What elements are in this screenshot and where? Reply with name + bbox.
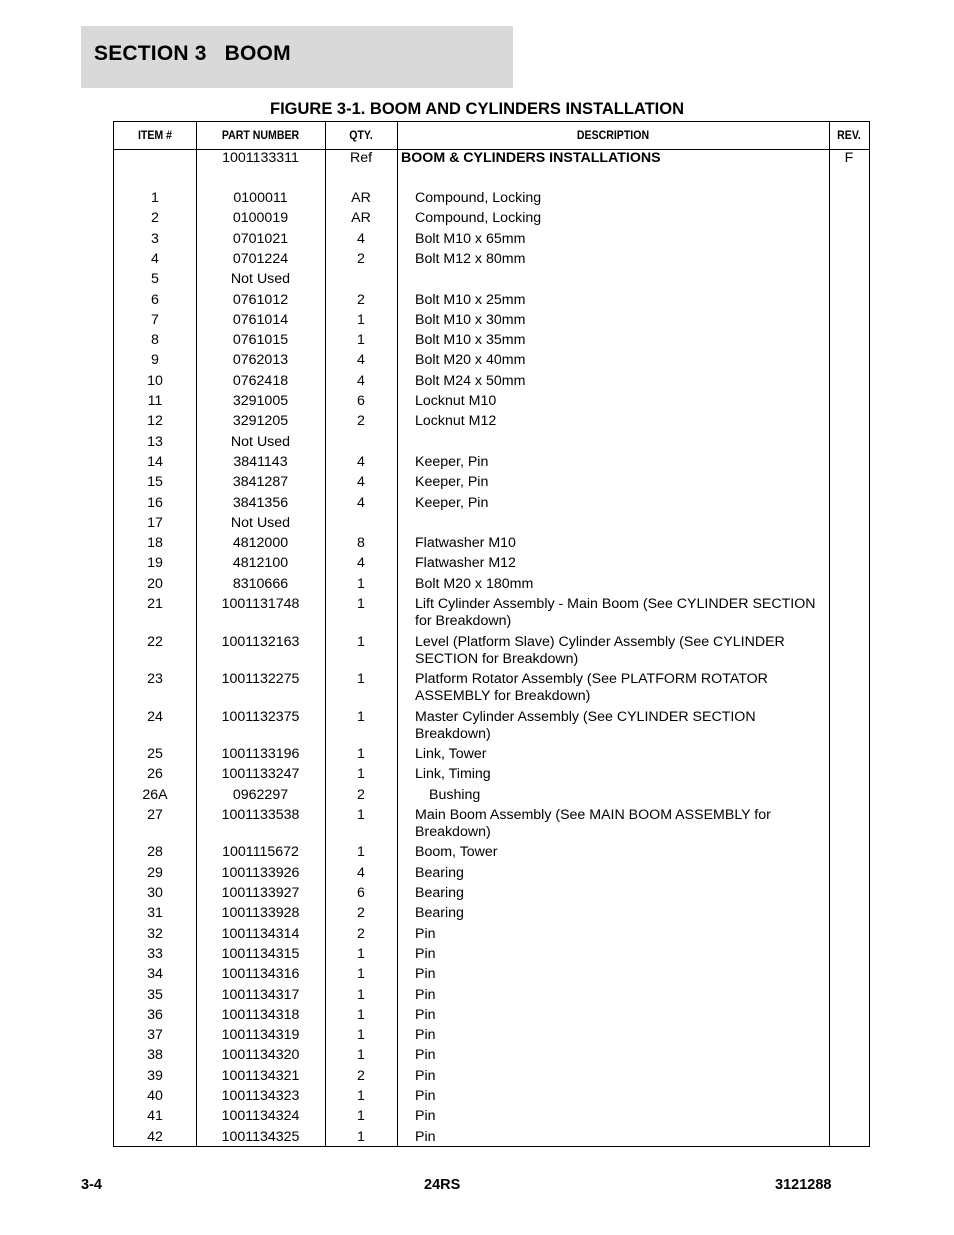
column-divider	[829, 122, 830, 1146]
item-cell: 35	[147, 986, 163, 1003]
qty-cell: 1	[357, 746, 365, 762]
description-line: Breakdown)	[415, 823, 491, 840]
part-number-cell: 8310666	[232, 575, 289, 592]
item-cell: 32	[147, 925, 163, 942]
part-number-cell: 0761012	[232, 291, 289, 308]
item-cell: 36	[147, 1006, 163, 1023]
item-cell: 23	[147, 671, 163, 687]
description-line: Master Cylinder Assembly (See CYLINDER SECTION	[415, 708, 756, 725]
column-header-rev: REV.	[837, 128, 861, 142]
description-cell: Bolt M10 x 30mm	[415, 311, 526, 328]
part-number-cell: 1001115672	[222, 844, 299, 861]
section-number: SECTION 3	[94, 42, 207, 65]
qty-cell: AR	[351, 210, 371, 227]
item-cell: 17	[147, 514, 163, 531]
description-cell: Flatwasher M10	[415, 535, 516, 552]
qty-cell: 4	[357, 230, 365, 247]
figure-title: FIGURE 3-1. BOOM AND CYLINDERS INSTALLATION	[269, 100, 685, 118]
description-line: Main Boom Assembly (See MAIN BOOM ASSEMBLY for	[415, 806, 771, 823]
description-cell: Compound, Locking	[415, 190, 542, 206]
parts-table	[113, 121, 870, 1147]
part-number-cell: 1001134318	[221, 1006, 300, 1023]
qty-cell: 2	[357, 1067, 365, 1084]
description-line: SECTION for Breakdown)	[415, 650, 579, 667]
item-cell: 1	[151, 190, 159, 206]
part-number-cell: 0100011	[233, 190, 288, 206]
part-number-cell: 1001132275	[221, 671, 300, 687]
qty-cell: 1	[357, 332, 365, 349]
description-cell: Flatwasher M12	[415, 555, 516, 572]
description-cell: Locknut M10	[415, 393, 497, 409]
column-header-part-number: PART NUMBER	[221, 128, 300, 142]
description-cell: Bolt M10 x 35mm	[415, 332, 526, 349]
qty-cell: 2	[357, 250, 365, 267]
qty-cell: 1	[357, 1006, 365, 1023]
part-number-cell: 1001131748	[221, 596, 300, 612]
description-cell: Bolt M20 x 180mm	[415, 575, 534, 592]
item-cell: 3	[151, 230, 159, 247]
part-number-cell: 0962297	[232, 786, 289, 803]
description-cell: Link, Timing	[415, 766, 491, 783]
item-cell: 20	[147, 575, 163, 592]
description-cell: Pin	[415, 986, 436, 1003]
description-cell: Pin	[415, 966, 436, 983]
part-number-cell: 1001133196	[221, 746, 300, 762]
qty-cell: 4	[357, 453, 365, 470]
part-number-cell: 1001134315	[221, 945, 300, 962]
description-line: Level (Platform Slave) Cylinder Assembly (See CYLINDER	[415, 633, 785, 650]
item-cell: 2	[151, 210, 159, 227]
part-number-cell: 4812000	[232, 535, 289, 552]
part-number-cell: 1001134316	[221, 966, 300, 983]
qty-cell: 1	[357, 633, 365, 650]
item-cell: 28	[147, 844, 163, 861]
description-cell: Pin	[415, 925, 436, 942]
description-cell	[415, 634, 823, 668]
description-cell: Locknut M12	[415, 413, 497, 430]
item-cell: 24	[147, 708, 163, 725]
qty-cell: 1	[357, 1128, 365, 1145]
item-cell: 8	[151, 332, 159, 349]
qty-cell: 1	[357, 575, 365, 592]
description-cell: Keeper, Pin	[415, 453, 489, 470]
column-header-qty: QTY.	[349, 128, 373, 142]
item-cell: 21	[147, 596, 163, 612]
part-number-cell: 1001134319	[221, 1027, 300, 1044]
footer-doc-number: 3121288	[775, 1177, 832, 1193]
description-cell	[415, 807, 823, 841]
qty-cell: 2	[357, 905, 365, 922]
part-number-cell: 0761015	[232, 332, 289, 349]
item-cell: 40	[147, 1088, 163, 1104]
section-name: BOOM	[224, 42, 291, 65]
description-cell: Pin	[415, 945, 436, 962]
qty-cell: 1	[357, 708, 365, 725]
item-cell: 10	[147, 372, 163, 389]
part-number-cell: 0701021	[232, 230, 289, 247]
rev-cell: F	[844, 150, 854, 166]
part-number-cell: 1001133926	[221, 864, 300, 881]
qty-cell: 6	[357, 885, 365, 901]
qty-cell: 1	[357, 311, 365, 328]
part-number-cell: 0100019	[232, 210, 289, 227]
qty-cell: 8	[357, 535, 365, 552]
part-number-cell: 1001133928	[221, 905, 300, 922]
part-number-cell: 1001134323	[221, 1088, 300, 1104]
item-cell: 26A	[142, 786, 168, 803]
part-number-cell: 1001134317	[221, 986, 300, 1003]
part-number-cell: 1001133247	[221, 766, 300, 783]
description-cell: Pin	[415, 1128, 436, 1145]
description-cell	[415, 596, 823, 630]
qty-cell: 4	[357, 372, 365, 389]
item-cell: 9	[151, 352, 159, 369]
qty-cell: 4	[357, 474, 365, 491]
item-cell: 11	[147, 393, 163, 409]
item-cell: 31	[147, 905, 163, 922]
item-cell: 29	[147, 864, 163, 881]
part-number-cell: 1001134321	[221, 1067, 300, 1084]
qty-cell: 1	[357, 766, 365, 783]
part-number-cell: 1001134314	[221, 925, 300, 942]
qty-cell: 2	[357, 786, 365, 803]
item-cell: 38	[147, 1047, 163, 1064]
qty-cell: 4	[357, 494, 365, 511]
description-cell	[415, 671, 823, 705]
description-cell: Bolt M10 x 25mm	[415, 291, 526, 308]
description-line: ASSEMBLY for Breakdown)	[415, 688, 591, 704]
description-cell: Boom, Tower	[415, 844, 498, 861]
item-cell: 39	[147, 1067, 163, 1084]
qty-cell: 1	[357, 671, 365, 687]
part-number-cell: 3291205	[232, 413, 289, 430]
qty-cell: 1	[357, 945, 365, 962]
item-cell: 34	[147, 966, 163, 983]
description-cell: Bearing	[415, 885, 464, 901]
item-cell: 41	[147, 1108, 163, 1125]
part-number-cell: Not Used	[230, 433, 291, 450]
item-cell: 42	[147, 1128, 163, 1145]
description-cell: Keeper, Pin	[415, 474, 489, 491]
part-number-cell: 1001132163	[221, 633, 300, 650]
part-number-cell: 1001133538	[221, 806, 300, 823]
description-cell: Keeper, Pin	[415, 494, 489, 511]
qty-cell: 4	[357, 864, 365, 881]
qty-cell: 4	[357, 352, 365, 369]
part-number-cell: 1001132375	[221, 708, 300, 725]
qty-cell: 2	[357, 291, 365, 308]
description-cell: Bushing	[429, 786, 481, 803]
item-cell: 6	[151, 291, 159, 308]
footer-model: 24RS	[424, 1177, 461, 1193]
description-line: Platform Rotator Assembly (See PLATFORM ROTATOR	[415, 671, 768, 687]
item-cell: 16	[147, 494, 163, 511]
item-cell: 15	[147, 474, 163, 491]
qty-cell: 1	[357, 966, 365, 983]
item-cell: 37	[147, 1027, 163, 1044]
description-cell: Bearing	[415, 864, 464, 881]
qty-cell: 1	[357, 986, 365, 1003]
description-cell: Bolt M20 x 40mm	[415, 352, 526, 369]
item-cell: 19	[147, 555, 163, 572]
item-cell: 25	[147, 746, 163, 762]
part-number-cell: 3841287	[232, 474, 289, 491]
description-cell: Pin	[415, 1027, 436, 1044]
description-cell: Pin	[415, 1088, 436, 1104]
part-number-cell: 0762418	[232, 372, 289, 389]
item-cell: 5	[151, 271, 159, 288]
qty-cell: Ref	[349, 150, 373, 166]
qty-cell: 2	[357, 925, 365, 942]
description-cell: Bolt M12 x 80mm	[415, 250, 526, 267]
description-cell: Bearing	[415, 905, 464, 922]
description-cell: Pin	[415, 1047, 436, 1064]
item-cell: 22	[147, 633, 163, 650]
item-cell: 26	[147, 766, 163, 783]
description-line: Breakdown)	[415, 725, 491, 742]
item-cell: 30	[147, 885, 163, 901]
item-cell: 12	[147, 413, 163, 430]
description-cell: Pin	[415, 1108, 436, 1125]
part-number-cell: 3291005	[232, 393, 289, 409]
description-cell: Link, Tower	[415, 746, 487, 762]
qty-cell: 6	[357, 393, 365, 409]
column-divider	[397, 122, 398, 1146]
part-number-cell: 1001133311	[222, 150, 299, 166]
item-cell: 14	[147, 453, 163, 470]
item-cell: 13	[147, 433, 163, 450]
item-cell: 33	[147, 945, 163, 962]
part-number-cell: 1001134325	[221, 1128, 300, 1145]
part-number-cell: 0761014	[232, 311, 289, 328]
description-line: for Breakdown)	[415, 613, 512, 629]
qty-cell: 1	[357, 1027, 365, 1044]
section-header	[81, 26, 513, 88]
part-number-cell: 1001134324	[221, 1108, 300, 1125]
description-cell	[415, 709, 823, 743]
qty-cell: 1	[357, 596, 365, 612]
part-number-cell: 4812100	[232, 555, 289, 572]
qty-cell: 1	[357, 1047, 365, 1064]
description-cell: Bolt M24 x 50mm	[415, 372, 526, 389]
item-cell: 7	[151, 311, 159, 328]
column-header-item: ITEM #	[137, 128, 173, 142]
description-cell: Bolt M10 x 65mm	[415, 230, 526, 247]
part-number-cell: Not Used	[230, 514, 291, 531]
part-number-cell: Not Used	[230, 271, 291, 288]
qty-cell: 4	[357, 555, 365, 572]
part-number-cell: 1001133927	[221, 885, 300, 901]
qty-cell: 1	[357, 844, 365, 861]
description-cell: BOOM & CYLINDERS INSTALLATIONS	[401, 150, 661, 166]
qty-cell: 1	[357, 1088, 365, 1104]
description-cell: Compound, Locking	[415, 210, 542, 227]
part-number-cell: 3841143	[233, 453, 288, 470]
qty-cell: 1	[357, 1108, 365, 1125]
part-number-cell: 0762013	[232, 352, 289, 369]
part-number-cell: 1001134320	[221, 1047, 300, 1064]
item-cell: 18	[147, 535, 163, 552]
qty-cell: 1	[357, 806, 365, 823]
footer-page-number: 3-4	[81, 1177, 102, 1193]
column-header-description: DESCRIPTION	[576, 128, 650, 142]
description-cell: Pin	[415, 1067, 436, 1084]
item-cell: 4	[151, 250, 159, 267]
description-cell: Pin	[415, 1006, 436, 1023]
qty-cell: AR	[351, 190, 371, 206]
item-cell: 27	[147, 806, 163, 823]
description-line: Lift Cylinder Assembly - Main Boom (See CYLINDER SECTION	[415, 596, 816, 612]
part-number-cell: 0701224	[232, 250, 289, 267]
part-number-cell: 3841356	[232, 494, 289, 511]
qty-cell: 2	[357, 413, 365, 430]
